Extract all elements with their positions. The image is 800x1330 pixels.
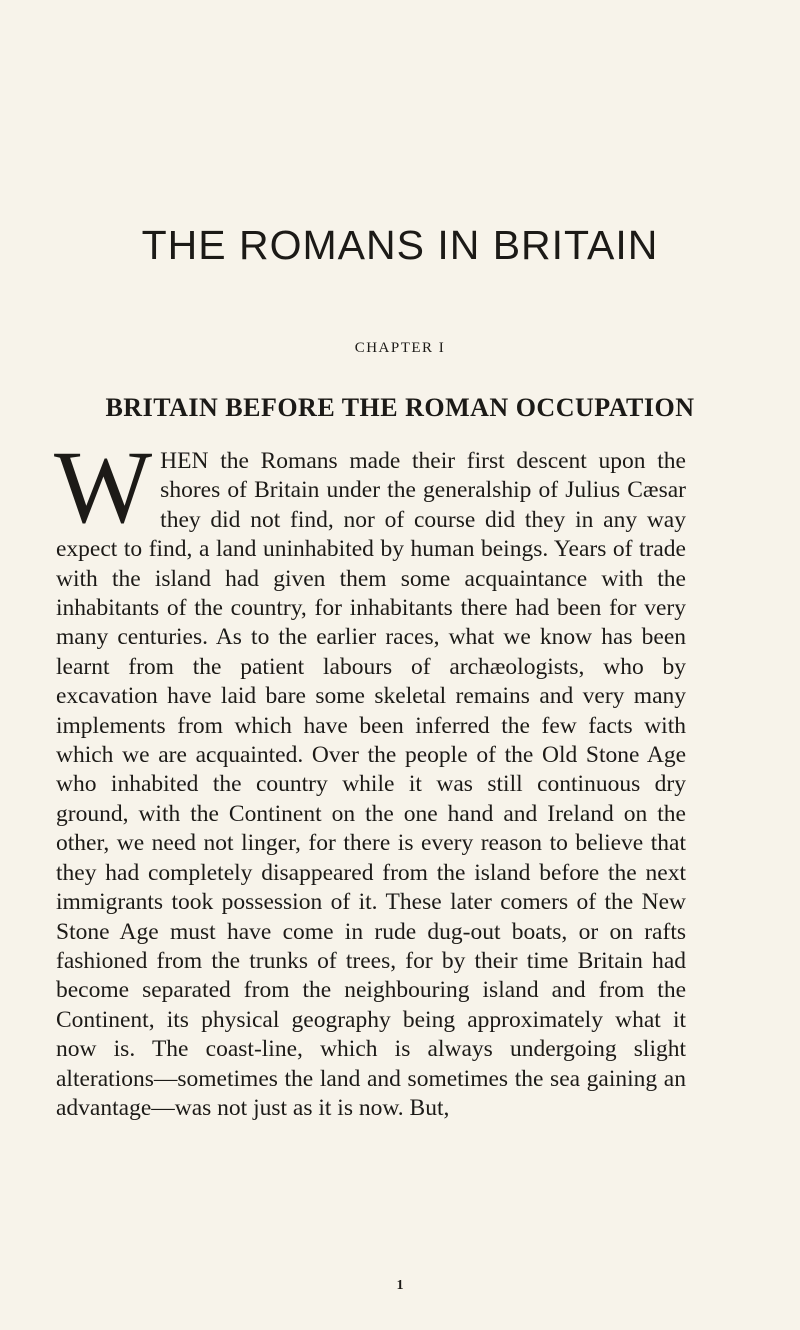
first-word-rest: HEN <box>160 448 209 474</box>
chapter-label: CHAPTER I <box>354 340 446 356</box>
book-title: THE ROMANS IN BRITAIN <box>141 222 659 268</box>
body-paragraph <box>54 430 686 1123</box>
drop-cap: W <box>54 430 153 545</box>
page-number: 1 <box>396 1278 404 1293</box>
paragraph-text: the Romans made their first descent upon the shores of Britain under the generalship of Julius Cæsar they did not find, nor of course did they in any way expect to find, a land uninhabited by human beings. Years of trade with the island had given them some acquaintance with the inhabitants of the country, for inhabitants there had been for very many centuries. As to the earlier races, what we know has been learnt from the patient labours of archæologists, who by excavation have laid bare some skeletal remains and very many implements from which have been inferred the few facts with which we are acquainted. Over the people of the Old Stone Age who inhabited the country while it was still continuous dry ground, with the Continent on the one hand and Ireland on the other, we need not linger, for there is every reason to believe that they had completely disappeared from the island before the next immigrants took possession of it. These later comers of the New Stone Age must have come in rude dug-out boats, or on rafts fashioned from the trunks of trees, for by their time Britain had become separated from the neighbouring island and from the Continent, its physical geography being approximately what it now is. The coast-line, which is always undergoing slight alterations—sometimes the land and sometimes the sea gaining an advantage—was not just as it is now. But, <box>56 448 686 1121</box>
chapter-heading: BRITAIN BEFORE THE ROMAN OCCUPATION <box>105 393 695 422</box>
